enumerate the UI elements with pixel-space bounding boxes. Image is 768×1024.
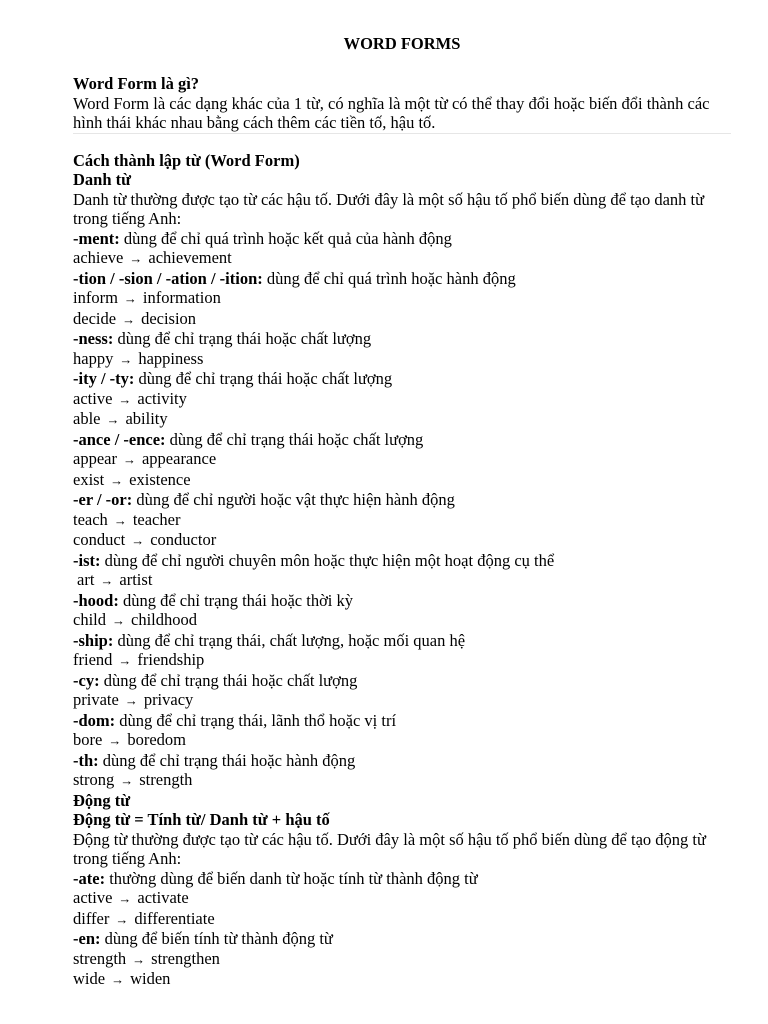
verb-formula: Động từ = Tính từ/ Danh từ + hậu tố	[73, 810, 330, 829]
document-page	[73, 33, 731, 990]
example-derived-word: differentiate	[134, 908, 215, 928]
suffix-rule	[73, 929, 731, 949]
document-title: WORD FORMS	[343, 34, 461, 53]
suffix-description: dùng để biến tính từ thành động từ	[100, 929, 333, 948]
example-line	[73, 888, 731, 909]
example-derived-word: teacher	[132, 509, 181, 529]
example-base-word: active	[73, 388, 113, 408]
example-base-word: child	[73, 610, 106, 629]
example-line	[73, 650, 731, 671]
example-line	[73, 409, 731, 430]
suffix-label: -ity / -ty:	[73, 369, 135, 388]
example-derived-word: happiness	[138, 348, 204, 368]
example-derived-word: conductor	[150, 530, 217, 549]
suffix-description: dùng để chỉ người hoặc vật thực hiện hành động	[132, 490, 455, 509]
intro-text: Word Form là các dạng khác của 1 từ, có nghĩa là một từ có thể thay đổi hoặc biến đổi thành các hình thái khác nhau bằng cách thêm các tiền tố, hậu tố.	[73, 93, 710, 132]
suffix-rule	[73, 269, 731, 289]
example-line	[73, 770, 731, 791]
example-derived-word: strengthen	[151, 948, 220, 968]
example-line	[73, 610, 731, 631]
example-derived-word: activate	[137, 888, 189, 907]
suffix-label: -ance / -ence:	[73, 429, 166, 449]
right-arrow-icon: →	[110, 472, 124, 488]
suffix-rule	[73, 430, 731, 450]
right-arrow-icon: →	[122, 311, 136, 327]
suffix-label: -th:	[73, 750, 99, 770]
suffix-label: -ship:	[73, 630, 114, 650]
noun-description: Danh từ thường được tạo từ các hậu tố. Dưới đây là một số hậu tố phổ biến dùng để tạo danh từ trong tiếng Anh:	[73, 189, 705, 228]
example-line	[73, 570, 731, 591]
example-derived-word: friendship	[137, 650, 205, 669]
right-arrow-icon: →	[118, 891, 132, 906]
example-line	[73, 389, 731, 410]
suffix-label: -tion / -sion / -ation / -ition:	[73, 268, 263, 288]
suffix-description: dùng để chỉ trạng thái hoặc thời kỳ	[118, 590, 354, 610]
verb-description: Động từ thường được tạo từ các hậu tố. Dưới đây là một số hậu tố phổ biến dùng để tạo động từ trong tiếng Anh:	[73, 829, 706, 868]
example-base-word: private	[73, 690, 119, 709]
suffix-label: -dom:	[73, 710, 116, 730]
suffix-description: dùng để chỉ người chuyên môn hoặc thực hiện một hoạt động cụ thể	[100, 550, 555, 570]
suffix-description: dùng để chỉ trạng thái hoặc chất lượng	[165, 429, 424, 449]
suffix-rule	[73, 229, 731, 249]
example-base-word: differ	[73, 908, 110, 928]
suffix-rule	[73, 591, 731, 611]
verb-suffix-list	[73, 869, 731, 990]
suffix-rule	[73, 671, 731, 691]
example-base-word: strong	[73, 770, 115, 789]
suffix-label: -ment:	[73, 228, 120, 248]
suffix-label: -er / -or:	[73, 490, 133, 509]
example-derived-word: strength	[139, 770, 193, 789]
example-derived-word: artist	[119, 570, 153, 589]
example-base-word: strength	[73, 948, 127, 968]
right-arrow-icon: →	[129, 251, 143, 266]
verb-heading: Động từ	[73, 790, 131, 810]
suffix-label: -ist:	[73, 550, 101, 570]
suffix-description: dùng để chỉ trạng thái hoặc hành động	[98, 750, 356, 770]
right-arrow-icon: →	[119, 351, 133, 367]
right-arrow-icon: →	[118, 391, 132, 407]
example-base-word: happy	[73, 348, 114, 368]
suffix-description: thường dùng để biến danh từ hoặc tính từ thành động từ	[105, 868, 478, 888]
suffix-description: dùng để chỉ trạng thái, lãnh thổ hoặc vị trí	[115, 710, 397, 730]
example-derived-word: widen	[130, 969, 171, 988]
formation-section	[73, 151, 731, 990]
example-line	[73, 510, 731, 531]
suffix-label: -ness:	[73, 329, 114, 348]
example-derived-word: appearance	[141, 449, 217, 468]
example-base-word: conduct	[73, 530, 126, 549]
verb-section	[73, 791, 731, 990]
noun-heading: Danh từ	[73, 170, 132, 189]
example-base-word: able	[73, 409, 101, 428]
suffix-label: -hood:	[73, 590, 119, 610]
example-base-word: appear	[73, 449, 117, 468]
example-line	[73, 909, 731, 930]
example-line	[73, 730, 731, 751]
right-arrow-icon: →	[115, 911, 129, 927]
suffix-description: dùng để chỉ quá trình hoặc kết quả của hành động	[119, 228, 452, 248]
example-line	[73, 969, 731, 990]
example-base-word: bore	[73, 730, 103, 749]
right-arrow-icon: →	[123, 291, 137, 306]
example-line	[73, 248, 731, 269]
example-derived-word: boredom	[127, 730, 186, 749]
suffix-description: dùng để chỉ quá trình hoặc hành động	[262, 268, 516, 288]
right-arrow-icon: →	[131, 533, 145, 548]
right-arrow-icon: →	[100, 573, 114, 588]
suffix-rule	[73, 369, 731, 389]
suffix-description: dùng để chỉ trạng thái hoặc chất lượng	[99, 670, 358, 690]
suffix-rule	[73, 751, 731, 771]
example-line	[73, 349, 731, 370]
example-line	[73, 530, 731, 551]
right-arrow-icon: →	[124, 693, 138, 708]
example-derived-word: privacy	[143, 690, 194, 709]
example-base-word: friend	[73, 650, 113, 669]
noun-section	[73, 170, 731, 791]
example-derived-word: activity	[137, 388, 187, 408]
intro-section	[73, 74, 731, 134]
example-base-word: wide	[73, 969, 106, 988]
suffix-description: dùng để chỉ trạng thái hoặc chất lượng	[113, 329, 372, 348]
right-arrow-icon: →	[111, 972, 125, 987]
right-arrow-icon: →	[108, 733, 122, 748]
example-derived-word: achievement	[148, 248, 232, 267]
example-base-word: inform	[73, 288, 118, 307]
example-derived-word: decision	[141, 308, 197, 328]
example-base-word: exist	[73, 469, 105, 489]
example-line	[73, 470, 731, 491]
example-derived-word: childhood	[131, 610, 197, 629]
example-base-word: teach	[73, 509, 108, 529]
example-line	[73, 309, 731, 330]
example-derived-word: ability	[125, 409, 168, 428]
right-arrow-icon: →	[118, 653, 132, 668]
example-derived-word: information	[142, 288, 221, 307]
noun-suffix-list	[73, 229, 731, 791]
right-arrow-icon: →	[113, 512, 127, 528]
suffix-label: -ate:	[73, 868, 106, 888]
right-arrow-icon: →	[132, 951, 146, 967]
example-base-word: decide	[73, 308, 117, 328]
example-line	[73, 449, 731, 470]
example-line	[73, 949, 731, 970]
example-line	[73, 690, 731, 711]
right-arrow-icon: →	[112, 613, 125, 628]
right-arrow-icon: →	[120, 773, 134, 788]
suffix-rule	[73, 631, 731, 651]
suffix-rule	[73, 869, 731, 889]
example-derived-word: existence	[129, 469, 191, 489]
suffix-rule	[73, 490, 731, 510]
right-arrow-icon: →	[106, 412, 120, 427]
suffix-rule	[73, 711, 731, 731]
suffix-label: -en:	[73, 929, 101, 948]
formation-heading: Cách thành lập từ (Word Form)	[73, 150, 300, 170]
example-base-word: achieve	[73, 248, 124, 267]
suffix-rule	[73, 329, 731, 349]
example-line	[73, 288, 731, 309]
suffix-description: dùng để chỉ trạng thái hoặc chất lượng	[134, 369, 393, 388]
suffix-label: -cy:	[73, 670, 100, 690]
intro-heading: Word Form là gì?	[73, 74, 200, 93]
example-base-word: art	[77, 570, 95, 589]
suffix-rule	[73, 551, 731, 571]
right-arrow-icon: →	[122, 452, 136, 467]
suffix-description: dùng để chỉ trạng thái, chất lượng, hoặc mối quan hệ	[113, 630, 466, 650]
example-base-word: active	[73, 888, 113, 907]
